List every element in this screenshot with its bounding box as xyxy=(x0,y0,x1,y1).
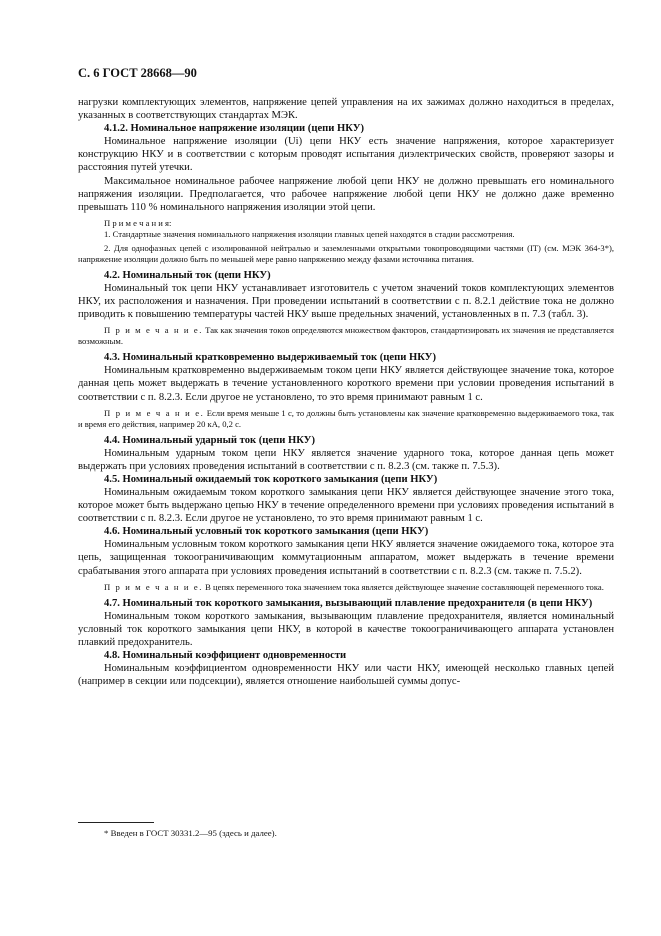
section-heading: 4.7. Номинальный ток короткого замыкания, вызывающий плавление предохранителя (в цепи НКУ) xyxy=(104,597,593,609)
note-item: 2. Для однофазных цепей с изолированной нейтралью и заземленными открытыми токопроводящими частями (IT) (см. МЭК 364-3*), напряжение изоляции должно быть по меньшей мере равно напряжению между фазами источника питания. xyxy=(78,242,614,264)
note-item: 1. Стандартные значения номинального напряжения изоляции главных цепей находятся в стадии рассмотрения. xyxy=(104,228,515,239)
paragraph: Номинальное напряжение изоляции (Ui) цепи НКУ есть значение напряжения, которое характеризует конструкцию НКУ и в соответствии с которым проводят испытания диэлектрических свойств, проверяют зазоры и расстояния путей утечки. xyxy=(78,136,614,174)
section-heading: 4.1.2. Номинальное напряжение изоляции (цепи НКУ) xyxy=(104,123,365,135)
note-label: П р и м е ч а н и е. xyxy=(104,325,204,336)
footnote: * Введен в ГОСТ 30331.2—95 (здесь и далее). xyxy=(104,828,277,838)
paragraph: Номинальным коэффициентом одновременности НКУ или части НКУ, имеющей несколько главных цепей (например в секции или подсекции), является отношение наибольшей суммы допус- xyxy=(78,663,614,688)
note xyxy=(78,582,614,593)
paragraph: Номинальным током короткого замыкания, вызывающим плавление предохранителя, является номинальный условный ток короткого замыкания цепи НКУ, в которой в качестве токоограничивающего аппарата установлен плавкий предохранитель. xyxy=(78,610,614,648)
paragraph: Номинальным кратковременно выдерживаемым током цепи НКУ является действующее значение тока, которое данная цепь может выдержать в течение установленного короткого времени при условии проведения испытаний в соответствии с п. 8.2.3. Если другое не установлено, то это время принимают равным 1 с. xyxy=(78,365,614,403)
note-label: П р и м е ч а н и е. xyxy=(104,581,203,592)
note-text: Если время меньше 1 с, то должны быть установлены как значение кратковременно выдерживаемого тока, так и время его действия, например 20 кА, 0,2 с. xyxy=(78,407,614,429)
paragraph: Номинальным ожидаемым током короткого замыкания цепи НКУ является действующее значение этого тока, которое может быть выдержано цепью НКУ в течение определенного времени при условиях проведения испытаний в соответствии с п. 8.2.3. Если другое не установлено, то это время принимают равным 1 с. xyxy=(78,486,614,525)
footnote-rule xyxy=(78,822,154,823)
section-heading: 4.5. Номинальный ожидаемый ток короткого замыкания (цепи НКУ) xyxy=(104,473,438,485)
section-heading: 4.8. Номинальный коэффициент одновременности xyxy=(104,650,347,661)
section-heading: 4.2. Номинальный ток (цепи НКУ) xyxy=(104,269,271,281)
paragraph: Номинальный ток цепи НКУ устанавливает изготовитель с учетом значений токов комплектующих элементов НКУ, их расположения и назначения. При проведении испытаний в соответствии с п. 8.2.1 действие тока не должно приводить к повышению температуры частей НКУ выше предельных значений, установленных в п. 7.3 (табл. 3). xyxy=(78,282,614,321)
note xyxy=(78,325,614,347)
section-heading: 4.4. Номинальный ударный ток (цепи НКУ) xyxy=(104,434,315,446)
note-text: В цепях переменного тока значением тока является действующее значение составляющей переменного тока. xyxy=(203,581,604,592)
section-heading: 4.6. Номинальный условный ток короткого замыкания (цепи НКУ) xyxy=(104,526,429,538)
note-text: Так как значения токов определяются множеством факторов, стандартизировать их значения не представляется возможным. xyxy=(78,325,614,347)
page-header: С. 6 ГОСТ 28668—90 xyxy=(78,66,197,80)
document-body xyxy=(78,96,614,688)
section-heading: 4.3. Номинальный кратковременно выдерживаемый ток (цепи НКУ) xyxy=(104,352,436,364)
note-label: П р и м е ч а н и е. xyxy=(104,407,205,418)
paragraph: Номинальным условным током короткого замыкания цепи НКУ является значение ожидаемого тока, которое эта цепь, защищенная токоограничивающим коммутационным аппаратом, может выдержать в течение времени срабатывания этого аппарата при условиях проведения испытаний в соответствии с п. 8.2.3 (см. также п. 7.5.2). xyxy=(78,539,614,577)
paragraph: нагрузки комплектующих элементов, напряжение цепей управления на их зажимах должно находиться в пределах, указанных в соответствующих стандартах МЭК. xyxy=(78,97,614,122)
notes-heading: П р и м е ч а н и я: xyxy=(104,217,172,228)
paragraph: Номинальным ударным током цепи НКУ является значение ударного тока, которое данная цепь может выдержать при условиях проведения испытаний в соответствии с п. 8.2.3 (см. также п. 7.5.3). xyxy=(78,447,614,472)
paragraph: Максимальное номинальное рабочее напряжение любой цепи НКУ не должно превышать его номинального напряжения изоляции. Предполагается, что рабочее напряжение любой цепи НКУ не должно даже временно превышать 110 % номинального напряжения изоляции этой цепи. xyxy=(78,175,614,213)
note xyxy=(78,408,614,430)
